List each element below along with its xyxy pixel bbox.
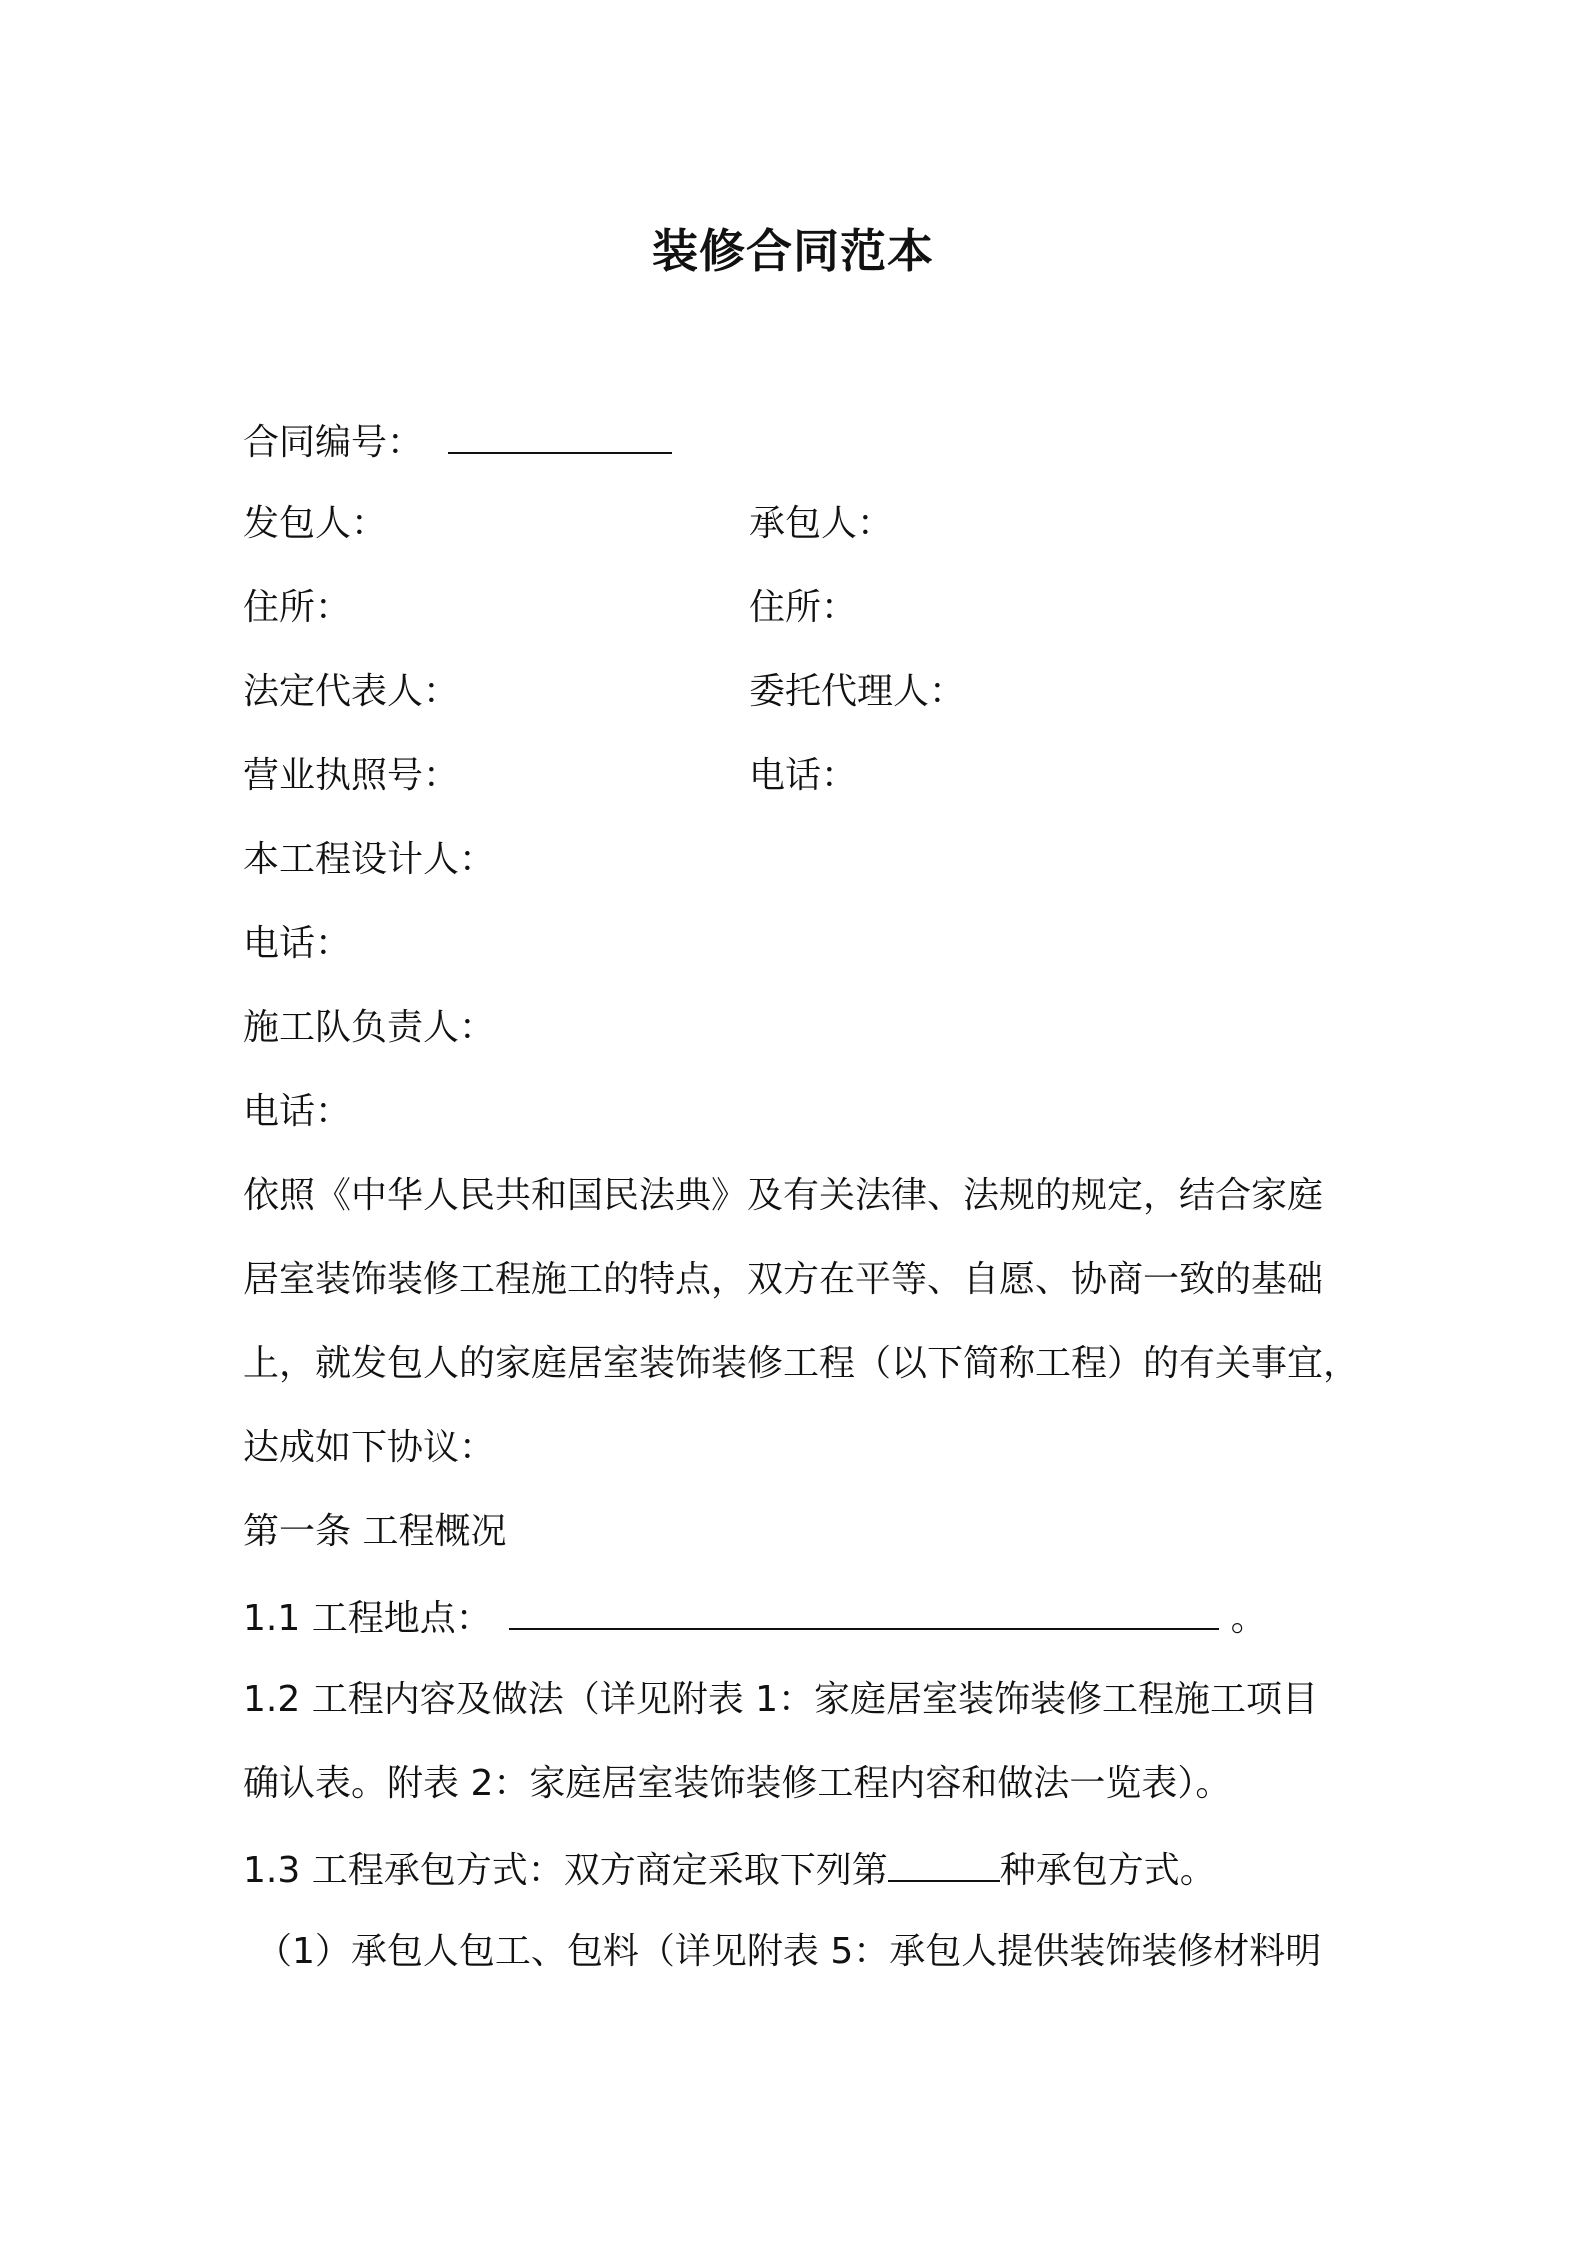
item-1-3-row — [243, 1846, 1216, 1893]
contractor-address-label: 住所： — [749, 587, 858, 628]
employer-address-label: 住所： — [243, 587, 352, 628]
contractor-label: 承包人： — [749, 503, 894, 544]
contract-number-blank — [448, 418, 672, 454]
preamble-line: 上，就发包人的家庭居室装饰装修工程（以下简称工程）的有关事宜， — [243, 1343, 1360, 1384]
legal-representative-label: 法定代表人： — [243, 671, 460, 712]
contract-method-blank — [888, 1846, 1000, 1882]
contract-number-row — [243, 418, 672, 465]
item-1-2-line: 确认表。附表 2：家庭居室装饰装修工程内容和做法一览表）。 — [243, 1763, 1232, 1804]
team-leader-label: 施工队负责人： — [243, 1007, 496, 1048]
business-license-label: 营业执照号： — [243, 755, 460, 796]
item-1-3-pre: 1.3 工程承包方式：双方商定采取下列第 — [243, 1850, 888, 1891]
preamble-line: 居室装饰装修工程施工的特点，双方在平等、自愿、协商一致的基础 — [243, 1259, 1324, 1300]
designer-phone-label: 电话： — [243, 923, 352, 964]
authorized-agent-label: 委托代理人： — [749, 671, 966, 712]
item-1-1-row — [243, 1594, 1267, 1641]
employer-label: 发包人： — [243, 503, 388, 544]
item-1-2-line: 1.2 工程内容及做法（详见附表 1：家庭居室装饰装修工程施工项目 — [243, 1679, 1319, 1720]
team-leader-phone-label: 电话： — [243, 1091, 352, 1132]
preamble-line: 依照《中华人民共和国民法典》及有关法律、法规的规定，结合家庭 — [243, 1175, 1324, 1216]
preamble-line: 达成如下协议： — [243, 1427, 496, 1468]
item-1-1-label: 1.1 工程地点： — [243, 1598, 492, 1639]
project-location-blank — [509, 1594, 1219, 1630]
contractor-phone-label: 电话： — [749, 755, 858, 796]
document-title: 装修合同范本 — [652, 224, 934, 278]
item-1-3-post: 种承包方式。 — [999, 1850, 1216, 1891]
designer-label: 本工程设计人： — [243, 839, 496, 880]
item-1-1-end: 。 — [1230, 1598, 1267, 1639]
contract-number-label: 合同编号： — [243, 422, 424, 463]
item-1-3-option-1: （1）承包人包工、包料（详见附表 5：承包人提供装饰装修材料明 — [256, 1931, 1322, 1972]
article-1-heading: 第一条 工程概况 — [243, 1511, 507, 1552]
